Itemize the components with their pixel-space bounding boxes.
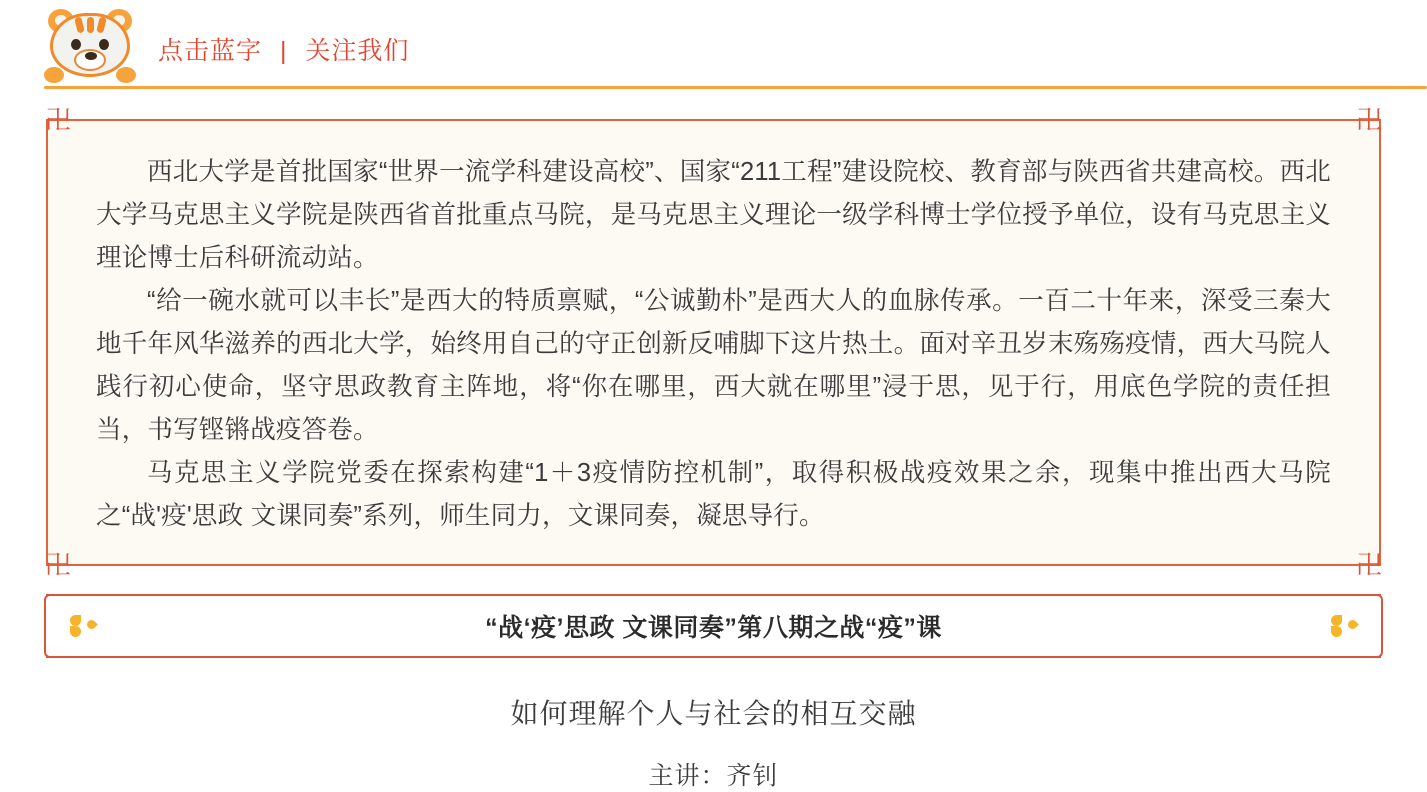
flower-petal-icon: [1331, 615, 1357, 637]
lecture-presenter: 主讲：齐钊: [648, 762, 779, 790]
intro-paragraph: 马克思主义学院党委在探索构建“1＋3疫情防控机制”，取得积极战疫效果之余，现集中推出西大马院之“战'疫'思政 文课同奏”系列，师生同力，文课同奏，凝思导行。: [96, 459, 1331, 530]
corner-ornament-icon: 卍: [45, 550, 72, 580]
separator-text: |: [279, 36, 288, 65]
corner-ornament-icon: 卍: [45, 105, 72, 135]
intro-paragraph: 西北大学是首批国家“世界一流学科建设高校”、国家“211工程”建设院校、教育部与陕西省共建高校。西北大学马克思主义学院是陕西省首批重点马院，是马克思主义理论一级学科博士学位授予单位，设有马克思主义理论博士后科研流动站。: [96, 158, 1331, 272]
corner-ornament-icon: 卍: [1356, 105, 1383, 135]
series-title-banner: [46, 594, 1381, 658]
tiger-mascot-icon: [44, 7, 136, 85]
page-header: [0, 0, 1427, 97]
click-blue-text: 点击蓝字: [158, 36, 263, 65]
intro-paragraph: “给一碗水就可以丰长”是西大的特质禀赋，“公诚勤朴”是西大人的血脉传承。一百二十年来，深受三秦大地千年风华滋养的西北大学，始终用自己的守正创新反哺脚下这片热土。面对辛丑岁末殇殇疫情，西大马院人践行初心使命，坚守思政教育主阵地，将“你在哪里，西大就在哪里”浸于思，见于行，用底色学院的责任担当，书写铿锵战疫答卷。: [96, 287, 1331, 444]
series-title: “战‘疫’思政 文课同奏”第八期之战“疫”课: [485, 614, 942, 642]
corner-ornament-icon: 卍: [1356, 550, 1383, 580]
intro-panel: [45, 105, 1383, 580]
follow-us-text: 关注我们: [305, 36, 410, 65]
follow-prompt[interactable]: [158, 31, 409, 67]
header-divider: [44, 86, 1427, 89]
lecture-subtitle: 如何理解个人与社会的相互交融: [510, 698, 917, 729]
